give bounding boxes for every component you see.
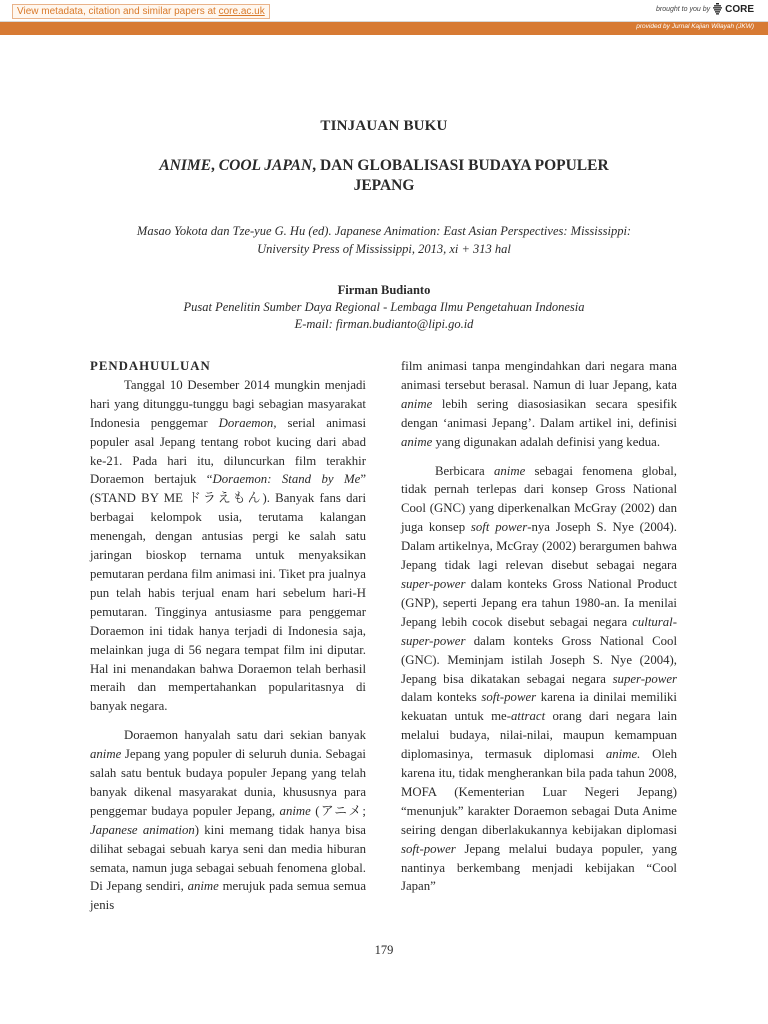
- text-run: lebih sering diasosiasikan secara spesifik dengan ‘animasi Jepang’. Dalam artikel ini, definisi: [401, 396, 677, 430]
- right-column: [401, 357, 677, 896]
- text-run: dalam konteks Gross National Cool (GNC). Meminjam istilah Joseph S. Nye (2004), Jepang bisa dikatakan sebagai negara: [401, 633, 677, 686]
- text-run: (アニメ;: [310, 803, 366, 818]
- author-name: Firman Budianto: [337, 283, 431, 297]
- italic-run: attract: [511, 709, 546, 724]
- italic-run: anime: [401, 434, 433, 449]
- brought-by-core[interactable]: [656, 3, 754, 15]
- text-run: Jepang yang populer di seluruh dunia. Sebagai salah satu bentuk budaya populer Jepang yang telah banyak dikenal masyarakat dunia, khususnya para penggemar budaya populer Jepang,: [90, 747, 366, 818]
- author-email: E-mail: firman.budianto@lipi.go.id: [294, 317, 474, 331]
- core-site-link[interactable]: core.ac.uk: [218, 6, 265, 17]
- text-run: Doraemon hanyalah satu dari sekian banyak: [124, 728, 366, 743]
- paragraph-4: [401, 462, 677, 897]
- text-run: ” (STAND BY ME ドラえもん). Banyak fans dari berbagai kelompok usia, terutama kalangan menengah, dengan antusias pergi ke salah satu jaringan bioskop ternama untuk menyaksikan pemutaran perdana film animasi ini. Tiket pra jualnya pun telah habis terjual enam hari sebelum hari-H pemutaran. Tingginya antusiasme para penggemar Doraemon ini tidak hanya terjadi di Indonesia saja, melainkan juga di 56 negara tempat film ini diputar. Hal ini menandakan bahwa Doraemon telah berhasil meraih dan mempertahankan popularitasnya di banyak negara.: [90, 472, 366, 714]
- author-affiliation-block: [90, 299, 678, 333]
- title-sep: ,: [211, 157, 219, 174]
- italic-run: anime: [279, 803, 311, 818]
- text-run: serial animasi populer asal Jepang tentang robot kucing dari abad ke-21. Pada hari itu, diluncurkan film terakhir Doraemon bertajuk “: [90, 415, 366, 487]
- italic-run: soft power: [470, 520, 528, 535]
- italic-run: super-power: [612, 671, 677, 686]
- provided-by-text[interactable]: provided by Jurnal Kajian Wilayah (JKW): [636, 23, 754, 30]
- italic-run: anime: [401, 396, 433, 411]
- reference-line-1: Masao Yokota dan Tze-yue G. Hu (ed). Japanese Animation: East Asian Perspectives: Mississippi:: [136, 224, 632, 238]
- text-run: Berbicara: [435, 463, 494, 478]
- reference-line-2: University Press of Mississippi, 2013, xi + 313 hal: [257, 242, 511, 256]
- metadata-link-text[interactable]: View metadata, citation and similar papers at: [17, 6, 219, 17]
- paragraph-3: [401, 357, 677, 452]
- section-heading-pendahuluan: PENDAHUULUAN: [90, 359, 211, 373]
- text-run: ) kini memang tidak hanya bisa dilihat sebagai sebuah karya seni dan media hiburan semata, namun juga sebagai sebuah fenomena global. Di Jepang sendiri,: [90, 822, 366, 894]
- core-banner: [0, 0, 768, 34]
- left-column: [90, 357, 366, 915]
- core-logo-text: CORE: [725, 3, 754, 15]
- text-run: orang dari negara lain melalui budaya, nilai-nilai, maupun kemampuan diplomasinya, termasuk diplomasi: [401, 709, 677, 762]
- author-affiliation: Pusat Penelitin Sumber Daya Regional - Lembaga Ilmu Pengetahuan Indonesia: [183, 300, 585, 314]
- title-anime: ANIME: [159, 157, 212, 174]
- text-run: dalam konteks: [401, 690, 482, 705]
- text-run: film animasi tanpa mengindahkan dari negara mana animasi tersebut berasal. Namun di luar Jepang, kata: [401, 359, 677, 392]
- section-label-wrap: [0, 118, 768, 135]
- italic-run: cultural-super-power: [401, 614, 677, 648]
- section-label: TINJAUAN BUKU: [320, 118, 448, 134]
- brought-to-you-text: brought to you by: [656, 5, 711, 13]
- text-run: -nya Joseph S. Nye (2004). Dalam artikelnya, McGray (2002) berargumen bahwa Jepang tidak lagi relevan disebut sebagai negara: [401, 520, 677, 573]
- italic-run: Doraemon: Stand by Me: [212, 472, 361, 487]
- text-run: merujuk pada semua semua jenis: [90, 879, 366, 913]
- italic-run: anime: [90, 747, 122, 762]
- title-cool-japan: COOL JAPAN: [218, 157, 313, 174]
- italic-run: anime.: [605, 747, 641, 762]
- italic-run: soft-power: [401, 841, 456, 856]
- italic-run: anime: [493, 463, 526, 478]
- text-run: Jepang melalui budaya populer, yang nantinya berkembang menjadi kebijakan “Cool Japan”: [401, 841, 677, 894]
- banner-provider-bar: [0, 22, 768, 35]
- italic-run: Japanese animation: [90, 822, 195, 837]
- text-run: yang digunakan adalah definisi yang kedua.: [432, 434, 661, 449]
- core-metadata-link[interactable]: [12, 4, 270, 19]
- italic-run: soft-power: [481, 690, 537, 705]
- text-run: Oleh karena itu, tidak mengherankan bila pada tahun 2008, MOFA (Kementerian Luar Negeri Jepang) “menunjuk” karakter Doraemon sebagai Duta Anime seiring dengan diberlakukannya kebijakan diplomasi: [401, 747, 677, 837]
- title-line-2: JEPANG: [353, 177, 415, 194]
- core-logo-icon: [713, 3, 722, 15]
- italic-run: anime: [187, 879, 219, 894]
- italic-run: Doraemon,: [218, 415, 277, 430]
- article-title: [90, 156, 678, 196]
- paragraph-1: [90, 376, 366, 716]
- text-run: dalam konteks Gross National Product (GNP), seperti Jepang era tahun 1980-an. Ia menilai Jepang lebih cocok disebut sebagai negara: [401, 576, 677, 629]
- text-run: sebagai fenomena global, tidak pernah terlepas dari konsep Gross National Cool (GNC) yang diperkenalkan McGray (2002) dan juga konsep: [401, 463, 677, 535]
- title-rest: , DAN GLOBALISASI BUDAYA POPULER: [312, 157, 609, 174]
- page-number: 179: [374, 943, 394, 957]
- text-run: Tanggal 10 Desember 2014 mungkin menjadi hari yang ditunggu-tunggu bagi sebagian masyarakat Indonesia penggemar: [90, 377, 366, 430]
- banner-top-bar: [0, 0, 768, 22]
- title-line-1: [90, 156, 678, 176]
- paragraph-2: [90, 726, 366, 915]
- italic-run: super-power: [401, 576, 466, 591]
- book-reference: [90, 222, 678, 258]
- text-run: karena ia dinilai memiliki kekuatan untuk me-: [401, 690, 677, 724]
